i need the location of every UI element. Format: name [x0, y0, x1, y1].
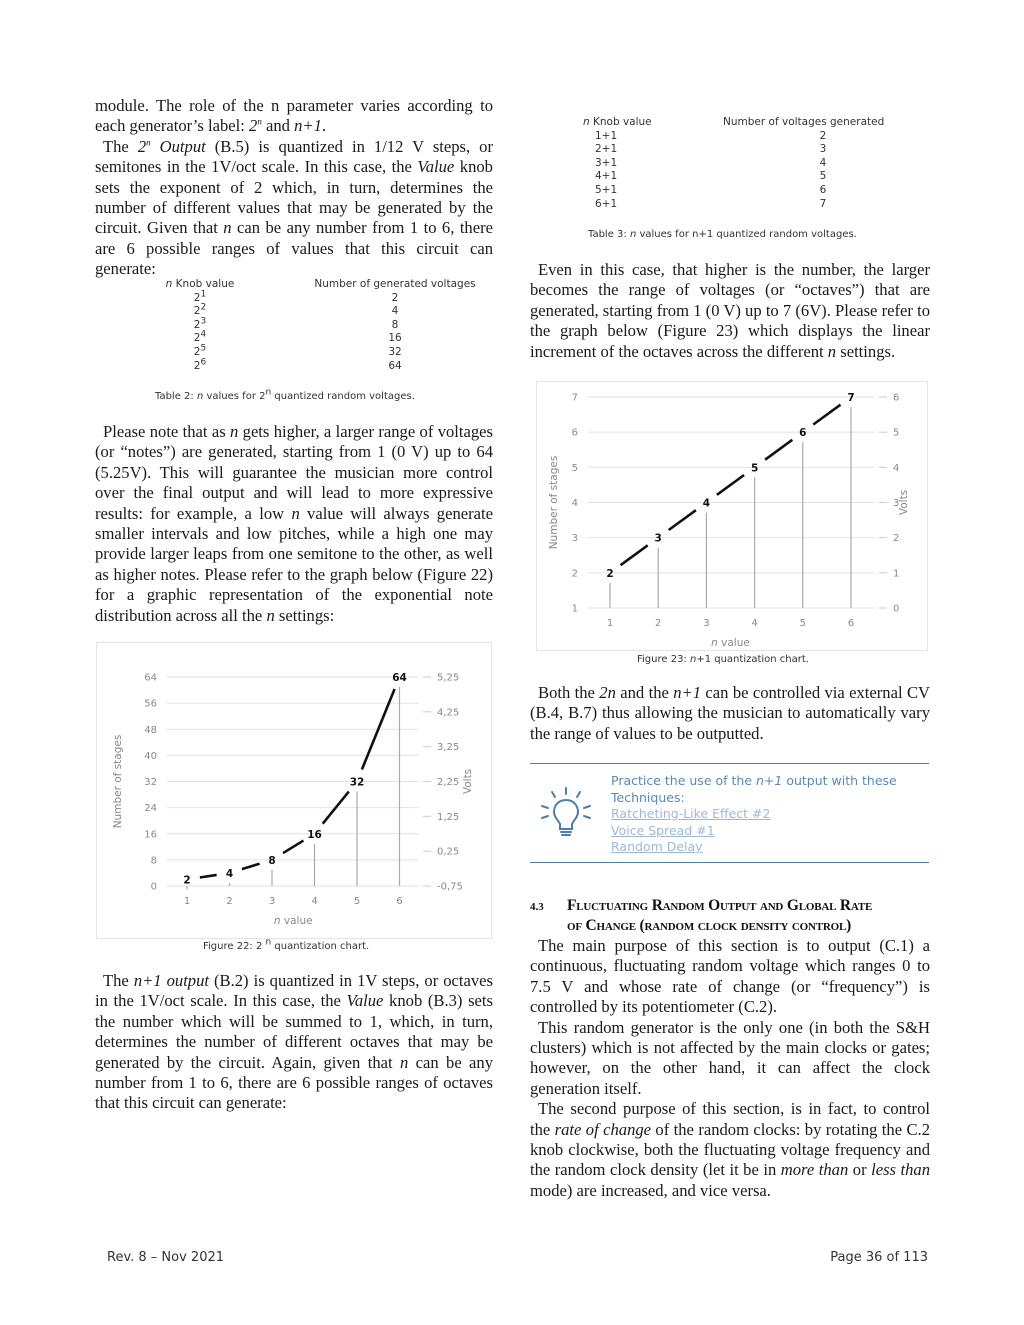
cell-knob [583, 130, 723, 144]
text: Table 3: [588, 229, 630, 240]
text: The [103, 136, 138, 156]
paragraph-rate-of-change [530, 1099, 930, 1201]
footer-revision: Rev. 8 – Nov 2021 [107, 1250, 225, 1265]
paragraph-intro [95, 96, 493, 137]
data-label: 32 [349, 776, 365, 789]
table-header [583, 116, 923, 130]
chart-22-svg [97, 643, 491, 938]
text: Value [346, 991, 384, 1011]
y-axis-label: Number of stages [548, 455, 560, 550]
text: 2 [193, 345, 201, 358]
y2-tick-label: 0 [893, 603, 900, 615]
paragraph-random-generator [530, 1018, 930, 1100]
text: Even in this case, that higher is the number, the larger becomes the range of voltages (or “octaves”) that are generated, starting from 1 (0 V) up to 7 (6V). Please refer to the graph below (Figure 23) which displays the linear increment of the octaves across the different [530, 260, 930, 361]
x-tick-label: 6 [847, 618, 855, 629]
text: Figure 23: [637, 654, 690, 665]
y-tick-label: 5 [571, 462, 578, 474]
series-line-segment [242, 864, 260, 869]
text: Number of voltages generated [723, 116, 885, 128]
text: module. The role of the n parameter varies according to [95, 96, 493, 115]
series-line-segment [200, 875, 217, 878]
paragraph-note-range [95, 422, 493, 626]
x-tick-label: 1 [183, 896, 191, 907]
tip-intro [611, 773, 931, 790]
cell-count [250, 346, 490, 360]
x-tick-label: 2 [226, 896, 233, 907]
data-label: 8 [268, 854, 276, 867]
text: 6 [819, 183, 827, 196]
text: 16 [388, 332, 402, 345]
text: value will always generate smaller intervals and low pitches, while a high one may provide larger leaps from one semitone to the other, as well as higher notes. Please refer to the graph below (Figure 22) for a graphic representation of the exponential note distribution across all the [95, 503, 493, 625]
column-header-knob [583, 116, 723, 130]
y-tick-label: 2 [571, 568, 578, 580]
text: 6 [200, 357, 207, 368]
text: 4 [819, 156, 827, 169]
text: 2 [193, 305, 201, 318]
text: n [230, 422, 239, 441]
text: n [223, 218, 232, 238]
x-axis-label: n value [273, 915, 313, 927]
text: knob (B.3) sets the number which will be summed to 1, which, in turn, determines the number of different octaves that may be generated by the circuit. Again, given that [95, 991, 493, 1072]
text: (B.2) is quantized in 1V steps, or octaves in the 1V/oct scale. In this case, the [95, 971, 493, 1011]
data-label: 16 [307, 828, 322, 841]
series-line-segment [717, 475, 744, 495]
y-tick-label: 32 [144, 777, 157, 788]
text: Knob value [172, 278, 235, 290]
techniques-tip-box [530, 763, 929, 863]
table-2 [150, 278, 490, 373]
y-tick-label: 8 [150, 855, 157, 867]
cell-count [723, 170, 923, 184]
text: (B.5) is quantized in 1/12 V steps, or semitones in the 1V/oct scale. In this case, the [95, 136, 493, 177]
text: 5 [200, 343, 207, 354]
text: n [265, 387, 272, 398]
y2-tick-label: 1,25 [437, 811, 460, 823]
text: 5+1 [595, 183, 618, 196]
text: output with these [782, 773, 897, 788]
section-number: 4.3 [530, 901, 544, 913]
tip-techniques-label: Techniques: [611, 789, 685, 805]
text: 3 [819, 143, 827, 156]
column-header-count [723, 116, 923, 130]
text: n [265, 937, 272, 948]
lightbulb-icon [536, 782, 596, 842]
text: n [165, 278, 173, 290]
series-line-segment [621, 545, 648, 565]
section-title-line1: Fluctuating Random Output and Global Rate [567, 897, 873, 914]
x-tick-label: 1 [606, 618, 614, 629]
text: n [583, 116, 590, 128]
text: and the [615, 683, 674, 702]
text: n [291, 503, 300, 523]
x-tick-label: 5 [799, 618, 806, 629]
series-line-segment [765, 440, 792, 460]
y-axis-label: Number of stages [112, 734, 124, 829]
right-column-bottom [530, 936, 930, 1201]
y2-tick-label: 3,25 [437, 742, 460, 754]
y-tick-label: 6 [571, 427, 578, 439]
section-title-line2: of Change (random clock density control) [567, 917, 852, 934]
text: quantization chart. [271, 941, 370, 952]
text: Both the [538, 683, 600, 702]
table-row [583, 143, 923, 157]
text: Table 2: [155, 391, 197, 402]
left-column-bottom [95, 971, 493, 1114]
text: n+1 [673, 683, 702, 702]
cell-knob [583, 170, 723, 184]
text: n [827, 341, 837, 361]
text: can be any number from 1 to 6, there are 6 possible ranges of octaves that this circuit can generate: [95, 1052, 494, 1113]
series-line-segment [669, 510, 696, 530]
text: 4 [200, 329, 207, 340]
y2-tick-label: 2 [893, 533, 900, 545]
text: 32 [388, 345, 402, 358]
series-line-segment [813, 405, 840, 425]
text: Knob value [589, 116, 652, 128]
paragraph-cv-control [530, 683, 930, 744]
paragraph-octave-range [530, 260, 930, 362]
text: Please note that as [103, 422, 231, 441]
text: 2n [599, 683, 616, 702]
table-3-caption [588, 229, 857, 240]
x-tick-label: 2 [655, 618, 662, 629]
cell-count [723, 130, 923, 144]
cell-knob [150, 357, 250, 374]
table-row [583, 157, 923, 171]
cell-count [723, 143, 923, 157]
text: gets higher, a larger range of voltages (or “notes”) are generated, starting from 1 (0 V) up to 64 (5.25V). This will guarantee the musician more control over the final output and will lead to more expressive results: for example, a low [95, 422, 493, 523]
text: settings. [836, 341, 896, 361]
cell-knob [583, 198, 723, 212]
text: each generator’s label: [95, 116, 250, 136]
cell-count [250, 305, 490, 319]
y2-tick-label: 3 [893, 498, 900, 509]
figure-22-chart [96, 642, 492, 939]
text: This random generator is the only one (in both the S&H clusters) which is not affected by the main clocks or gates; however, on the other hand, it can affect the clock generation itself. [530, 1017, 930, 1098]
text: 1 [200, 289, 207, 300]
figure-22-caption [203, 937, 370, 952]
text: 6+1 [595, 197, 618, 210]
y2-tick-label: -0,75 [437, 881, 463, 893]
cell-count [250, 332, 490, 346]
cell-count [250, 360, 490, 374]
y2-tick-label: 2,25 [437, 777, 460, 788]
text: and [261, 116, 295, 136]
y-tick-label: 1 [571, 603, 578, 615]
y2-tick-label: 0,25 [437, 846, 460, 858]
table-row [583, 184, 923, 198]
text: settings: [274, 605, 335, 625]
text: 2 [819, 129, 827, 142]
text: can be controlled via external CV (B.4, B.7) thus allowing the musician to automatically vary the range of values to be outputted. [530, 683, 930, 743]
cell-knob [583, 143, 723, 157]
text: values for 2 [203, 391, 266, 402]
chart-23-svg [537, 382, 927, 650]
text: 2 [193, 291, 201, 304]
y-tick-label: 7 [571, 392, 578, 404]
link-voice-spread-1[interactable]: Voice Spread #1 [611, 822, 715, 838]
text: or [848, 1160, 872, 1180]
cell-count [723, 198, 923, 212]
y-tick-label: 48 [144, 724, 157, 736]
link-random-delay[interactable]: Random Delay [611, 839, 703, 854]
text: n [196, 391, 204, 402]
text: Output [150, 136, 206, 156]
paragraph-section-purpose [530, 936, 930, 1018]
cell-knob [583, 184, 723, 198]
figure-23-caption [637, 654, 809, 665]
data-label: 4 [225, 867, 234, 880]
x-tick-label: 3 [703, 618, 710, 629]
text: n+1 [756, 773, 783, 788]
y2-tick-label: 4 [893, 462, 900, 474]
text: n+1 output [133, 971, 210, 990]
y-tick-label: 40 [144, 750, 157, 762]
text: can be any number from 1 to 6, there are 6 possible ranges of values that this circuit can generate: [95, 218, 493, 279]
text: 2 [137, 136, 147, 156]
y2-axis-label: Volts [462, 768, 474, 795]
y2-tick-label: 5 [893, 427, 900, 439]
y-tick-label: 64 [144, 672, 157, 684]
data-label: 3 [654, 532, 662, 545]
data-label: 4 [702, 497, 711, 510]
cell-count [723, 184, 923, 198]
text: 2 [200, 302, 207, 313]
tip-text [611, 773, 931, 856]
table-3 [583, 116, 923, 211]
cell-count [723, 157, 923, 171]
table-row [583, 170, 923, 184]
y2-axis-label: Volts [898, 489, 910, 516]
text: of the random clocks: by rotating the C.2 knob clockwise, both the fluctuating voltage frequency and the random clock density (let it be in [530, 1119, 930, 1180]
y-tick-label: 16 [144, 829, 157, 841]
text: Value [417, 157, 455, 177]
data-label: 2 [606, 567, 614, 580]
text: 7 [819, 197, 827, 210]
text: . [321, 116, 327, 136]
data-label: 2 [183, 874, 191, 887]
text: 2+1 [595, 143, 618, 156]
text: n [689, 654, 697, 665]
text: The [103, 971, 134, 990]
text: The main purpose of this section is to output (C.1) a continuous, fluctuating random voltage which ranges 0 to 7.5 V and whose rate of change (or “frequency”) is controlled by its potentiometer (C.2). [530, 936, 930, 1017]
table-row [583, 130, 923, 144]
cell-knob [583, 157, 723, 171]
text: Number of generated voltages [314, 278, 476, 290]
column-header-count [250, 278, 490, 292]
y-tick-label: 4 [571, 498, 578, 509]
y-tick-label: 0 [150, 881, 157, 893]
y-tick-label: 24 [144, 803, 157, 815]
data-label: 5 [750, 462, 759, 475]
right-column-cv [530, 683, 930, 744]
y2-tick-label: 4,25 [437, 707, 460, 719]
figure-23-chart [536, 381, 928, 651]
x-tick-label: 4 [311, 896, 318, 907]
paragraph-2n-output [95, 137, 493, 280]
text: 3+1 [595, 156, 618, 169]
text: 2 [193, 318, 201, 331]
text: n [257, 116, 262, 127]
x-tick-label: 3 [268, 896, 276, 907]
footer-page-number: Page 36 of 113 [830, 1250, 928, 1265]
right-column-top [530, 260, 930, 362]
y-tick-label: 3 [571, 533, 578, 545]
cell-count [250, 292, 490, 306]
text: 2 [193, 359, 201, 372]
table-row [150, 357, 490, 374]
paragraph-n1-output [95, 971, 493, 1114]
text: Practice the use of the [611, 773, 756, 788]
x-tick-label: 6 [396, 896, 403, 907]
text: n+1 [294, 116, 322, 136]
x-axis-label: n value [711, 637, 750, 649]
text: 1+1 [595, 129, 618, 142]
series-line-segment [283, 841, 303, 854]
data-label: 64 [392, 672, 407, 684]
data-label: 6 [799, 427, 807, 440]
left-column-mid [95, 422, 493, 626]
text: 4 [391, 305, 399, 318]
cell-count [250, 319, 490, 333]
text: less than [871, 1160, 931, 1180]
text: 2 [391, 291, 399, 304]
text: more than [780, 1160, 849, 1180]
text: The second purpose of this section, is in fact, to control the [530, 1099, 930, 1139]
link-ratcheting-like-effect-2[interactable]: Ratcheting-Like Effect #2 [611, 806, 771, 821]
x-tick-label: 5 [353, 896, 361, 907]
text: n [266, 605, 275, 625]
y2-tick-label: 5,25 [437, 672, 460, 684]
text: n [629, 229, 637, 240]
data-label: 7 [847, 392, 855, 404]
text: n [146, 137, 151, 148]
text: 2 [249, 116, 258, 136]
x-tick-label: 4 [751, 618, 758, 629]
text: quantized random voltages. [271, 391, 415, 402]
table-2-caption [155, 387, 415, 402]
y2-tick-label: 1 [893, 568, 900, 580]
text: 4+1 [595, 170, 618, 183]
text: 5 [819, 170, 827, 183]
text: 2 [193, 332, 201, 345]
text: rate of change [554, 1119, 652, 1139]
text: mode) are increased, and vice versa. [530, 1180, 771, 1200]
text: n [399, 1052, 409, 1072]
y2-tick-label: 6 [893, 392, 900, 404]
text: +1 quantization chart. [696, 654, 809, 665]
table-row [583, 198, 923, 212]
text: values for n+1 quantized random voltages. [636, 229, 857, 240]
text: 8 [391, 318, 399, 331]
text: 3 [200, 316, 207, 327]
left-column [95, 96, 493, 280]
y-tick-label: 56 [144, 698, 157, 710]
text: knob sets the exponent of 2 which, in turn, determines the number of different values that may be generated by the circuit. Given that [95, 157, 493, 238]
text: Figure 22: 2 [203, 941, 266, 952]
text: 64 [388, 359, 402, 372]
